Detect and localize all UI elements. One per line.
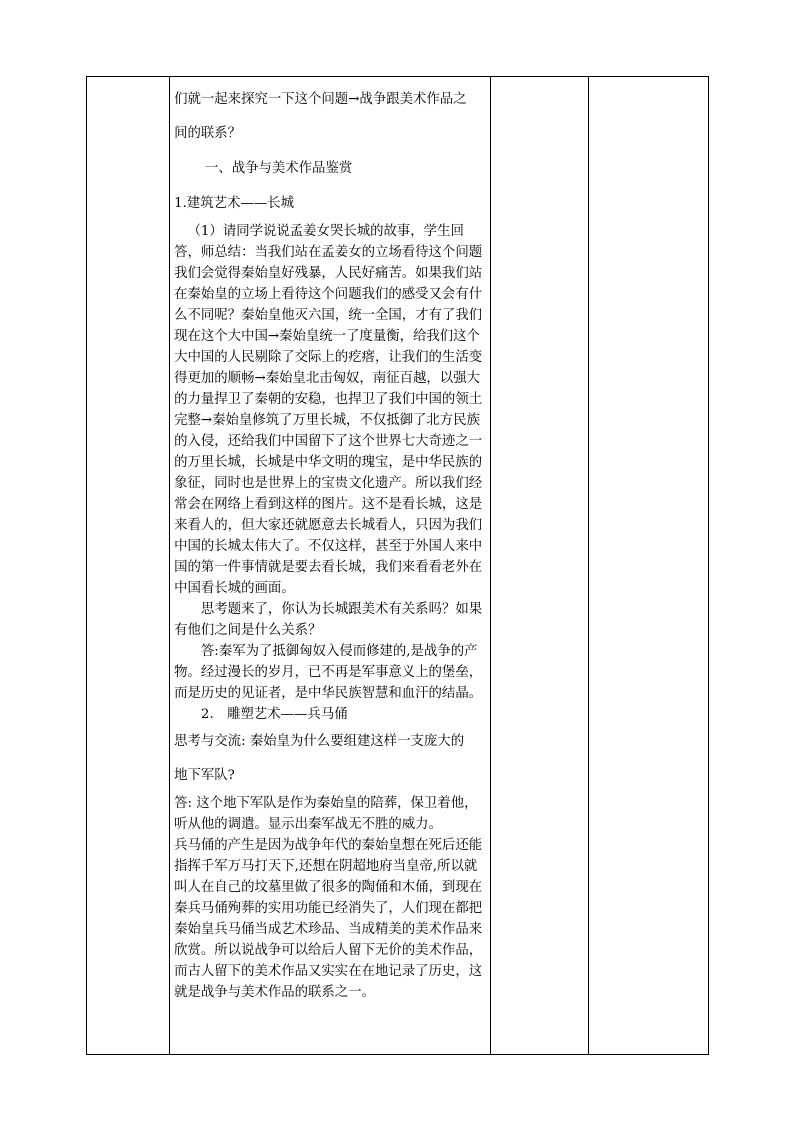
intro-line-2: 间的联系？: [174, 126, 242, 141]
lesson-content: [170, 77, 490, 1003]
content-cell: [170, 77, 491, 1055]
empty-cell-3: [490, 77, 588, 1055]
paragraph-terracotta: 兵马俑的产生是因为战争年代的秦始皇想在死后还能指挥千军万马打天下,还想在阴超地府当皇帝,所以就叫人在自己的坟墓里做了很多的陶俑和木俑，到现在秦兵马俑殉葬的实用功能已经消失了，人们现在都把秦始皇兵马俑当成艺术珍品、当成精美的美术作品来欣赏。所以说战争可以给后人留下无价的美术作品，而古人留下的美术作品又实实在在地记录了历史，这就是战争与美术作品的联系之一。: [174, 838, 483, 1000]
sub-heading-great-wall: 1.建筑艺术——长城: [174, 196, 295, 211]
question-line-2: 地下军队?: [174, 768, 235, 783]
left-margin-cell: [87, 77, 170, 1055]
empty-cell-4: [588, 77, 708, 1055]
lesson-plan-table: [86, 76, 709, 1055]
paragraph-answer-army: 答: 这个地下军队是作为秦始皇的陪葬，保卫着他，听从他的调遣。显示出秦军战无不胜的威力。: [174, 796, 478, 832]
sub-heading-terracotta: 2. 雕塑艺术——兵马俑: [200, 707, 348, 722]
question-line-1: 思考与交流: 秦始皇为什么要组建这样一支庞大的: [174, 734, 465, 749]
intro-line-1: 们就一起来探究一下这个问题→战争跟美术作品之: [174, 92, 467, 107]
paragraph-question: 思考题来了，你认为长城跟美术有关系吗？如果有他们之间是什么关系？: [174, 602, 483, 638]
paragraph-answer: 答:秦军为了抵御匈奴入侵而修建的,是战争的产物。经过漫长的岁月，已不再是军事意义上的堡垒，而是历史的见证者，是中华民族智慧和血汗的结晶。: [174, 644, 483, 701]
section-heading: 一、战争与美术作品鉴赏: [204, 161, 353, 176]
paragraph-great-wall: （1）请同学说说孟姜女哭长城的故事，学生回答，师总结：当我们站在孟姜女的立场看待这个问题我们会觉得秦始皇好残暴，人民好痛苦。如果我们站在秦始皇的立场上看待这个问题我们的感受又会有什么不同呢？秦始皇他灭六国，统一全国，才有了我们现在这个大中国→秦始皇统一了度量衡，给我们这个大中国的人民剔除了交际上的疙瘩，让我们的生活变得更加的顺畅→秦始皇北击匈奴，南征百越，以强大的力量捍卫了秦朝的安稳，也捍卫了我们中国的领土完整→秦始皇修筑了万里长城，不仅抵御了北方民族的入侵，还给我们中国留下了这个世界七大奇迹之一的万里长城，长城是中华文明的瑰宝，是中华民族的象征，同时也是世界上的宝贵文化遗产。所以我们经常会在网络上看到这样的图片。这不是看长城，这是来看人的，但大家还就愿意去长城看人，只因为我们中国的长城太伟大了。不仅这样，甚至于外国人来中国的第一件事情就是要去看长城，我们来看看老外在中国看长城的画面。: [174, 224, 483, 596]
